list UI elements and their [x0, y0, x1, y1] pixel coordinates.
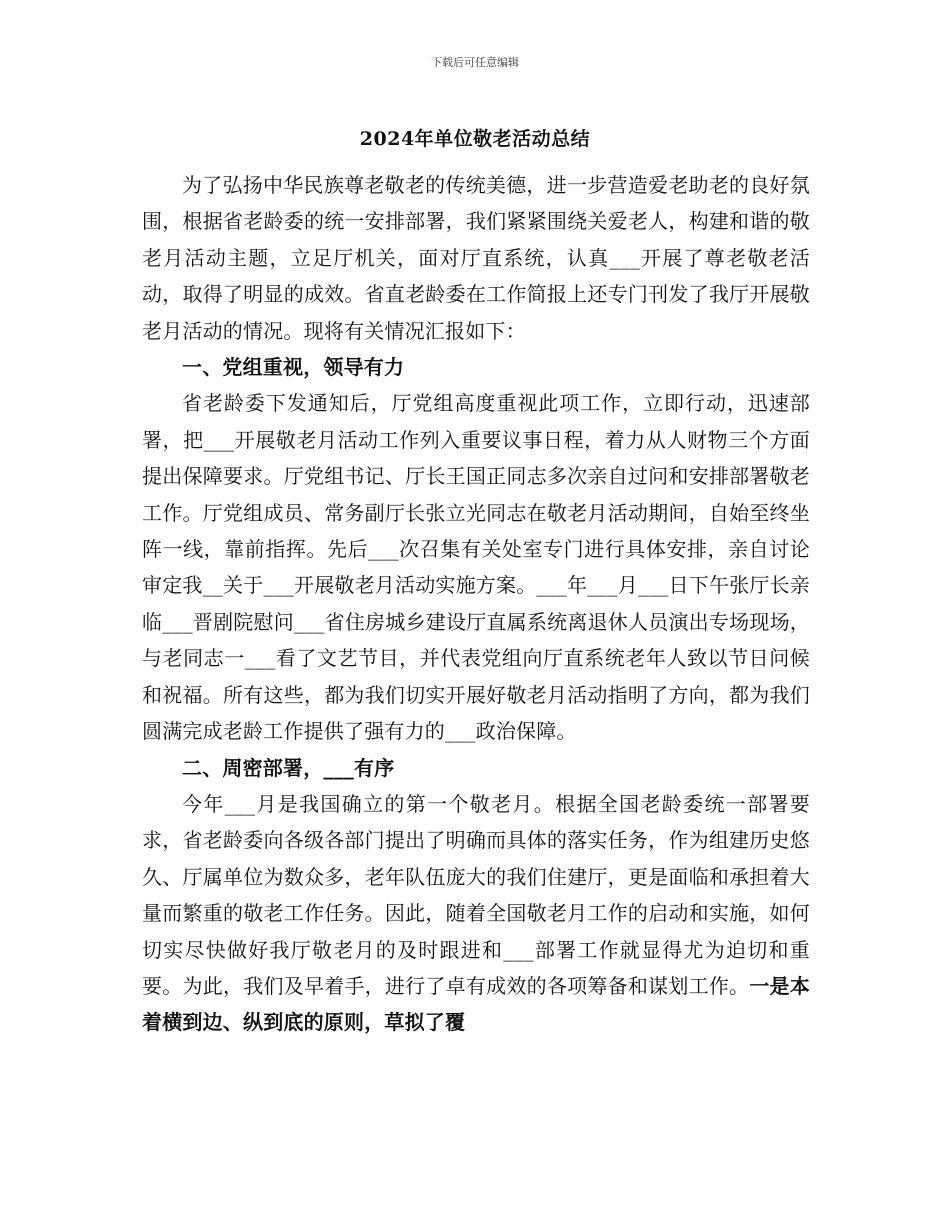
section-heading-2: 二、周密部署，___有序: [182, 755, 395, 780]
paragraph-section-2: [142, 786, 810, 1041]
document-title: 2024年单位敬老活动总结: [359, 128, 591, 150]
paragraph-intro: 为了弘扬中华民族尊老敬老的传统美德，进一步营造爱老助老的良好氛围，根据省老龄委的统一安排部署，我们紧紧围绕关爱老人，构建和谐的敬老月活动主题，立足厅机关，面对厅直系统，认真___开展了尊老敬老活动，取得了明显的成效。省直老龄委在工作简报上还专门刊发了我厅开展敬老月活动的情况。现将有关情况汇报如下：: [142, 173, 810, 343]
section-heading-1: 一、党组重视，领导有力: [182, 355, 405, 380]
document-body: [142, 167, 810, 1041]
header-note: 下载后可任意编辑: [431, 56, 519, 69]
paragraph-section-2-bold-text: 一是本着横到边、纵到底的原则，草拟了覆: [142, 973, 810, 1035]
paragraph-section-1: 省老龄委下发通知后，厅党组高度重视此项工作，立即行动，迅速部署，把___开展敬老月活动工作列入重要议事日程，着力从人财物三个方面提出保障要求。厅党组书记、厅长王国正同志多次亲自过问和安排部署敬老工作。厅党组成员、常务副厅长张立光同志在敬老月活动期间，自始至终坐阵一线，靠前指挥。先后___次召集有关处室专门进行具体安排，亲自讨论审定我__关于___开展敬老月活动实施方案。___年___月___日下午张厅长亲临___晋剧院慰问___省住房城乡建设厅直属系统离退休人员演出专场现场，与老同志一___看了文艺节目，并代表党组向厅直系统老年人致以节日问候和祝福。所有这些，都为我们切实开展好敬老月活动指明了方向，都为我们圆满完成老龄工作提供了强有力的___政治保障。: [142, 391, 810, 744]
paragraph-section-2-text: 今年___月是我国确立的第一个敬老月。根据全国老龄委统一部署要求，省老龄委向各级各部门提出了明确而具体的落实任务，作为组建历史悠久、厅属单位为数众多，老年队伍庞大的我们住建厅，更是面临和承担着大量而繁重的敬老工作任务。因此，随着全国敬老月工作的启动和实施，如何切实尽快做好我厅敬老月的及时跟进和___部署工作就显得尤为迫切和重要。为此，我们及早着手，进行了卓有成效的各项筹备和谋划工作。: [142, 791, 810, 998]
